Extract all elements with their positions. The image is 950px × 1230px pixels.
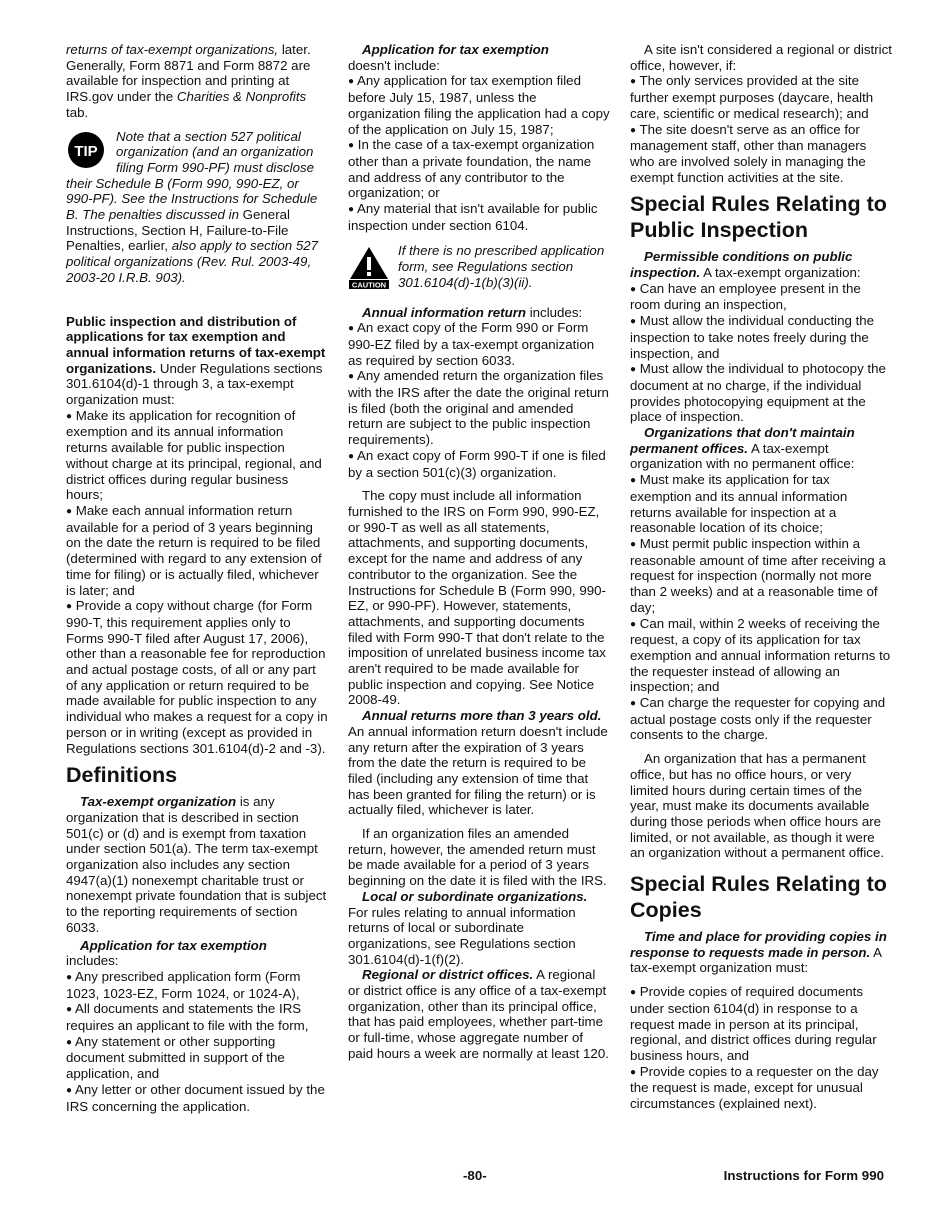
list-item: ● Any material that isn't available for public inspection under section 6104.	[348, 201, 598, 233]
list-item: ● Any application for tax exemption filed before July 15, 1987, unless the organization filing the application had a copy of the application on July 15, 1987;	[348, 73, 610, 137]
tax-exempt-definition	[66, 794, 328, 935]
list-item: ● Any statement or other supporting document submitted in support of the application, and	[66, 1033, 285, 1082]
list-item: ● Provide copies to a requester on the day the request is made, except for unusual circumstances (explained next).	[630, 1063, 879, 1112]
public-inspection-paragraph	[66, 314, 328, 408]
regional-offices-term: Regional or district offices.	[362, 967, 534, 983]
list-item: ● Can mail, within 2 weeks of receiving the request, a copy of its application for tax exemption and annual information returns to the requester instead of allowing an inspection; and	[630, 615, 891, 695]
intro-italic-a: returns of tax-exempt organizations,	[66, 42, 279, 57]
list-item: ● Make its application for recognition of exemption and its annual information returns available for public inspection without charge at its principal, regional, and district offices during regular business hours;	[66, 407, 322, 503]
intro-plain: later. Generally, Form 8871 and Form 8872 are available for inspection and printing at IRS.gov under the	[66, 42, 311, 105]
permissible-term: Permissible conditions on public inspection.	[630, 249, 853, 281]
list-item: ● The site doesn't serve as an office for management staff, other than managers who are involved solely in managing the exempt function activities at the site.	[630, 121, 867, 185]
amended-return-paragraph: If an organization files an amended return, however, the amended return must be made available for a period of 3 years beginning on the date it is filed with the IRS.	[348, 826, 607, 889]
local-orgs-text: For rules relating to annual information returns of local or subordinate organizations, see Regulations section 301.6104(d)-1(f)(2).	[348, 904, 576, 967]
intro-italic-b: Charities & Nonprofits	[176, 89, 307, 105]
annual-return-term: Annual information return	[362, 304, 526, 320]
public-inspection-text: Under Regulations sections 301.6104(d)-1 through 3, a tax-exempt organization must:	[66, 360, 323, 408]
annual-return-list	[348, 320, 610, 480]
site-list	[630, 73, 892, 185]
list-item: ● Make each annual information return available for a period of 3 years beginning on the date the return is required to be filed (determined with regard to any extension of time for filing) or is actually filed, whichever is later; and	[66, 502, 322, 598]
intro-end: tab.	[66, 104, 89, 120]
definitions-heading: Definitions	[66, 763, 178, 788]
page-number: -80-	[463, 1168, 487, 1183]
local-orgs-paragraph	[348, 889, 610, 968]
permissible-paragraph	[630, 249, 892, 280]
caution-text: If there is no prescribed application form, see Regulations section 301.6104(d)-1(b)(3)(ii).	[398, 243, 605, 290]
list-item: ● Any letter or other document issued by the IRS concerning the application.	[66, 1081, 325, 1114]
list-item: ● Provide a copy without charge (for Form 990-T, this requirement applies only to Forms 990-T filed after August 17, 2006), other than a reasonable fee for reproduction and actual postage costs, of all or any part of any application or return required to be made available for public inspection to any individual who makes a request for a copy in person or in writing (except as provided in Regulations sections 301.6104(d)-2 and -3).	[66, 598, 328, 756]
list-item: ● The only services provided at the site further exempt purposes (daycare, health care, scientific or medical research); and	[630, 73, 874, 121]
no-office-list	[630, 472, 892, 743]
site-paragraph: A site isn't considered a regional or district office, however, if:	[630, 42, 892, 73]
public-inspection-heading: Public inspection and distribution of applications for tax exemption and annual information returns of tax-exempt organizations.	[66, 313, 326, 376]
list-item: ● Any prescribed application form (Form 1023, 1023-EZ, Form 1024, or 1024-A),	[66, 968, 301, 1001]
list-item: ● In the case of a tax-exempt organization other than a private foundation, the name and address of any contributor to the organization; or	[348, 137, 595, 201]
list-item: ● An exact copy of the Form 990 or Form 990-EZ filed by a tax-exempt organization as required by section 6033.	[348, 320, 595, 368]
list-item: ● Must permit public inspection within a reasonable amount of time after receiving a request for inspection (normally not more than 2 weeks) and at a reasonable time of day;	[630, 535, 886, 615]
tip-icon-label: TIP	[74, 142, 98, 160]
time-place-list	[630, 984, 892, 1112]
document-title: Instructions for Form 990	[723, 1168, 884, 1183]
list-item: ● Must allow the individual to photocopy the document at no charge, if the individual provides photocopying equipment at the place of inspection.	[630, 361, 886, 425]
inspection-rules-heading: Special Rules Relating to Public Inspection	[630, 192, 887, 243]
tip-note	[66, 129, 328, 286]
app-excludes-term: Application for tax exemption	[362, 42, 549, 57]
app-excludes-list	[348, 73, 610, 233]
time-place-term: Time and place for providing copies in response to requests made in person.	[630, 929, 887, 960]
annual-return-text: includes:	[526, 304, 583, 320]
copy-paragraph: The copy must include all information furnished to the IRS on Form 990, 990-EZ, or 990-T as well as all statements, attachments, and supporting documents, except for the name and address of any contributor to the organization. See the Instructions for Schedule B (Form 990, 990-EZ, or 990-PF). However, statements, attachments, and supporting documents filed with Form 990-T that don't relate to the imposition of unrelated business income tax aren't required to be made available for public inspection and copying. See Notice 2008-49.	[348, 488, 606, 708]
column-left	[66, 42, 328, 1114]
caution-icon-label: CAUTION	[351, 280, 387, 290]
list-item: ● An exact copy of Form 990-T if one is filed by a section 501(c)(3) organization.	[348, 447, 606, 480]
annual-return-paragraph	[348, 305, 610, 321]
no-office-text: A tax-exempt organization with no permanent office:	[630, 440, 855, 472]
app-includes-text: includes:	[66, 953, 119, 969]
list-item: ● Must allow the individual conducting the inspection to take notes freely during the inspection, and	[630, 313, 875, 361]
app-includes-term: Application for tax exemption	[80, 937, 267, 953]
tip-text-a: Note that a section 527 political organization (and an organization filing Form 990-PF) must disclose their Schedule B (Form 990, 990-EZ, or 990-PF). See the Instructions for Schedule B. The penalties discussed	[66, 128, 318, 223]
app-includes-paragraph	[66, 938, 328, 969]
app-excludes-paragraph	[348, 42, 610, 73]
list-item: ● Any amended return the organization files with the IRS after the date the original return is filed (both the original and amended return are subject to the public inspection requirements).	[348, 368, 609, 448]
no-office-term: Organizations that don't maintain permanent offices.	[630, 425, 855, 456]
regional-offices-text: A regional or district office is any office of a tax-exempt organization, other than its principal office, that has paid employees, whether part-time or full-time, whose aggregate number of paid hours a week are normally at least 120.	[348, 967, 609, 1061]
app-excludes-text: doesn't include:	[348, 57, 440, 73]
tip-text-b: also apply to section 527 political organizations (Rev. Rul. 2003-49, 2003-20 I.R.B. 903).	[66, 238, 319, 285]
column-right	[630, 42, 892, 1112]
older-returns-term: Annual returns more than 3 years old.	[362, 708, 602, 724]
list-item: ● Can charge the requester for copying and actual postage costs only if the requester consents to the charge.	[630, 695, 886, 743]
list-item: ● Provide copies of required documents under section 6104(d) in response to a request made in person at its principal, regional, and district offices during regular business hours, and	[630, 984, 877, 1063]
public-inspection-list	[66, 408, 328, 756]
time-place-paragraph	[630, 929, 892, 976]
copies-rules-heading: Special Rules Relating to Copies	[630, 872, 887, 923]
tax-exempt-term: Tax-exempt organization	[80, 794, 237, 810]
permissible-text: A tax-exempt organization:	[700, 265, 861, 281]
intro-paragraph	[66, 42, 328, 121]
column-middle	[348, 42, 610, 1062]
tip-icon	[66, 131, 112, 169]
local-orgs-term: Local or subordinate organizations.	[362, 888, 588, 904]
older-returns-paragraph	[348, 708, 610, 818]
list-item: ● Must make its application for tax exemption and its annual information returns available for inspection at a reasonable location of its choice;	[630, 472, 848, 536]
tip-text-plain: General Instructions, Section H, Failure-to-File Penalties, earlier,	[66, 207, 290, 254]
caution-note	[348, 243, 610, 290]
regional-offices-paragraph	[348, 967, 610, 1061]
tax-exempt-text: is any organization that is described in section 501(c) or (d) and is exempt from taxation under section 501(a). The term tax-exempt organization also includes any section 4947(a)(1) nonexempt charitable trust or nonexempt private foundation that is subject to the reporting requirements of section 6033.	[66, 794, 327, 935]
time-place-text: A tax-exempt organization must:	[630, 944, 882, 976]
caution-icon	[348, 245, 394, 289]
tip-text-in: in	[228, 207, 239, 223]
list-item: ● All documents and statements the IRS requires an applicant to file with the form,	[66, 1001, 309, 1034]
no-office-paragraph	[630, 425, 892, 472]
older-returns-text: An annual information return doesn't include any return after the expiration of 3 years from the date the return is required to be filed (including any extension of time that has been granted for filing the return) or is actually filed, whichever is later.	[348, 723, 608, 818]
list-item: ● Can have an employee present in the room during an inspection,	[630, 280, 861, 313]
app-includes-list	[66, 969, 328, 1114]
permanent-office-paragraph: An organization that has a permanent office, but has no office hours, or very limited hours during certain times of the year, must make its documents available during those periods when office hours are limited, or not available, as though it were an organization without a permanent office.	[630, 751, 885, 861]
permissible-list	[630, 281, 892, 425]
